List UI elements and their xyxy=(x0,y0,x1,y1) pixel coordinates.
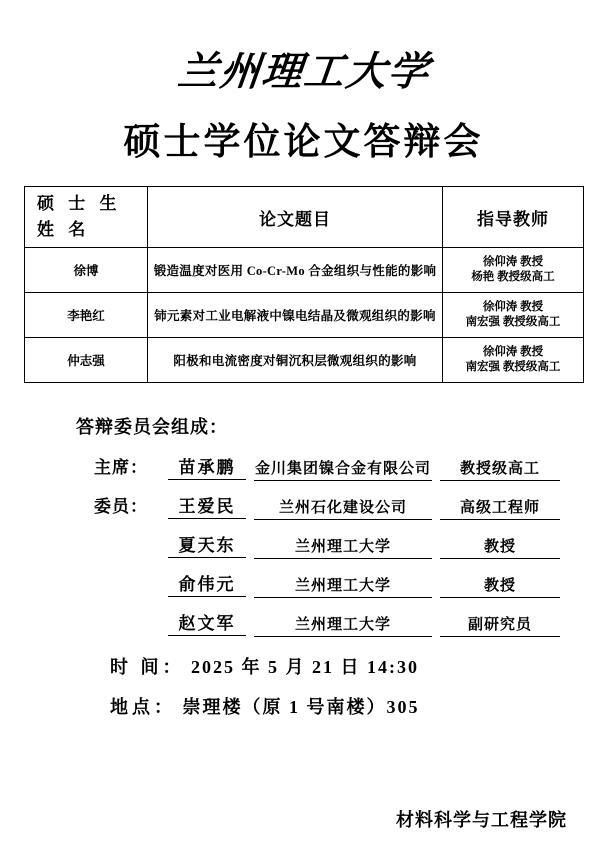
advisor-list xyxy=(443,338,584,383)
member-title: 高级工程师 xyxy=(440,496,560,520)
issuing-school: 材料科学与工程学院 xyxy=(396,810,567,830)
advisor-item: 杨艳 教授级高工 xyxy=(471,271,555,283)
advisor-item: 南宏强 教授级高工 xyxy=(465,361,561,373)
advisor-item: 南宏强 教授级高工 xyxy=(465,316,561,328)
student-name: 徐博 xyxy=(25,248,148,293)
member-title: 教授 xyxy=(440,535,560,559)
defense-place-label: 地点： xyxy=(110,697,176,717)
student-name: 仲志强 xyxy=(25,338,148,383)
header-student-name-line1: 硕 士 生 xyxy=(37,194,122,213)
advisor-item: 徐仰涛 教授 xyxy=(482,256,544,268)
member-role: 主席： xyxy=(94,458,148,477)
member-name: 夏天东 xyxy=(168,531,246,558)
advisor-list xyxy=(443,293,584,338)
committee-heading: 答辩委员会组成： xyxy=(76,417,228,437)
university-logo xyxy=(24,46,583,102)
poster-page xyxy=(0,46,607,848)
member-organization: 兰州理工大学 xyxy=(254,535,432,559)
advisor-list xyxy=(443,248,584,293)
table-row xyxy=(25,248,584,293)
advisor-item: 徐仰涛 教授 xyxy=(482,301,544,313)
member-name: 王爱民 xyxy=(168,492,246,519)
student-name: 李艳红 xyxy=(25,293,148,338)
member-organization: 兰州理工大学 xyxy=(254,574,432,598)
advisor-item: 徐仰涛 教授 xyxy=(482,346,544,358)
member-organization: 金川集团镍合金有限公司 xyxy=(254,457,432,481)
header-student-name-line2: 姓 名 xyxy=(37,220,91,239)
defense-time xyxy=(24,653,583,679)
member-name: 苗承鹏 xyxy=(168,453,246,480)
header-student-name xyxy=(25,187,148,248)
defense-place-value: 崇理楼（原 1 号南楼）305 xyxy=(182,697,420,717)
member-role: 委员： xyxy=(94,497,148,516)
committee-member xyxy=(24,570,583,598)
table-row xyxy=(25,338,584,383)
page-title: 硕士学位论文答辩会 xyxy=(123,122,484,163)
member-title: 教授级高工 xyxy=(440,457,560,481)
thesis-title: 锻造温度对医用 Co-Cr-Mo 合金组织与性能的影响 xyxy=(148,248,443,293)
member-title: 副研究员 xyxy=(440,613,560,637)
table-row xyxy=(25,293,584,338)
defense-time-value: 2025 年 5 月 21 日 14:30 xyxy=(191,657,419,677)
table-header-row xyxy=(25,187,584,248)
member-title: 教授 xyxy=(440,574,560,598)
committee-member xyxy=(24,531,583,559)
committee-member xyxy=(24,492,583,520)
committee-member-chair xyxy=(24,453,583,481)
header-advisor: 指导教师 xyxy=(443,187,584,248)
thesis-title: 阳极和电流密度对铜沉积层微观组织的影响 xyxy=(148,338,443,383)
thesis-title: 铈元素对工业电解液中镍电结晶及微观组织的影响 xyxy=(148,293,443,338)
member-name: 赵文军 xyxy=(168,609,246,636)
member-organization: 兰州理工大学 xyxy=(254,613,432,637)
thesis-table xyxy=(24,186,584,383)
member-organization: 兰州石化建设公司 xyxy=(254,496,432,520)
defense-place xyxy=(24,693,583,719)
defense-time-label: 时 间： xyxy=(110,657,185,677)
header-thesis-title: 论文题目 xyxy=(148,187,443,248)
university-logo-text: 兰州理工大学 xyxy=(175,48,433,95)
member-name: 俞伟元 xyxy=(168,570,246,597)
committee-member xyxy=(24,609,583,637)
